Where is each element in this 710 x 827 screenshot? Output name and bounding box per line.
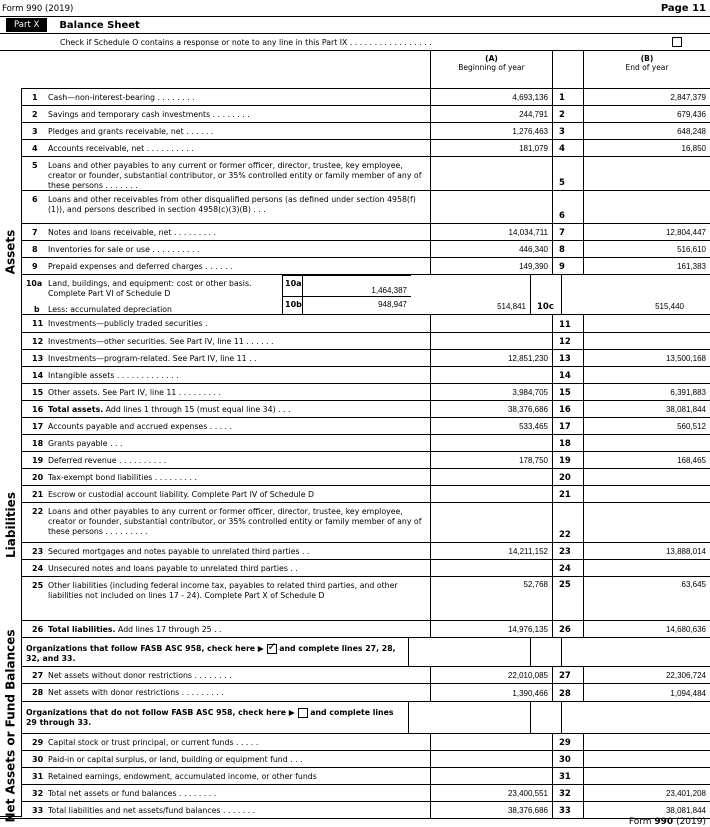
line-number: 6 bbox=[32, 195, 38, 204]
line-ref: 11 bbox=[552, 315, 583, 332]
line-ref: 13 bbox=[552, 350, 583, 366]
form-name: Form 990 (2019) bbox=[2, 4, 74, 14]
table-row bbox=[0, 106, 710, 123]
end-of-year-value: 6,391,883 bbox=[583, 384, 710, 400]
line-number: 10a bbox=[26, 279, 43, 288]
end-of-year-value bbox=[583, 315, 710, 332]
beginning-of-year-value bbox=[430, 315, 552, 332]
beginning-of-year-value: 22,010,085 bbox=[430, 667, 552, 683]
line-ref: 7 bbox=[552, 224, 583, 240]
table-row bbox=[0, 734, 710, 751]
line-description: Accounts payable and accrued expenses . . . . . bbox=[48, 422, 233, 431]
line-number: 26 bbox=[32, 625, 44, 634]
line-number: 25 bbox=[32, 581, 44, 590]
line-ref: 8 bbox=[552, 241, 583, 257]
end-of-year-value bbox=[583, 734, 710, 750]
table-row bbox=[0, 702, 710, 734]
table-row bbox=[0, 543, 710, 560]
line-ref: 10c bbox=[530, 275, 561, 314]
table-row bbox=[0, 486, 710, 503]
beginning-of-year-value: 14,034,711 bbox=[430, 224, 552, 240]
line-description: Tax-exempt bond liabilities . . . . . . . . . bbox=[48, 473, 197, 482]
line-number: 18 bbox=[32, 439, 44, 448]
line-10b-box: 10b 948,947 bbox=[282, 296, 411, 315]
line-ref: 3 bbox=[552, 123, 583, 139]
beginning-of-year-value bbox=[430, 734, 552, 750]
end-of-year-value bbox=[583, 435, 710, 451]
beginning-of-year-value bbox=[430, 560, 552, 576]
beginning-of-year-value bbox=[430, 469, 552, 485]
line-description: Escrow or custodial account liability. Complete Part IV of Schedule D bbox=[48, 490, 314, 499]
beginning-of-year-value: 12,851,230 bbox=[430, 350, 552, 366]
part-heading bbox=[0, 17, 710, 34]
line-description: Pledges and grants receivable, net . . . . . . bbox=[48, 127, 214, 136]
end-of-year-value: 560,512 bbox=[583, 418, 710, 434]
line-ref: 26 bbox=[552, 621, 583, 637]
table-row bbox=[0, 224, 710, 241]
line-ref: 24 bbox=[552, 560, 583, 576]
line-number: b bbox=[34, 305, 40, 314]
line-number: 11 bbox=[32, 319, 44, 328]
end-of-year-value bbox=[583, 486, 710, 502]
table-row bbox=[0, 315, 710, 333]
line-description: Intangible assets . . . . . . . . . . . . . bbox=[48, 371, 179, 380]
line-ref: 5 bbox=[552, 157, 583, 190]
line-description: Inventories for sale or use . . . . . . . . . . bbox=[48, 245, 200, 254]
line-number: 5 bbox=[32, 161, 38, 170]
table-row bbox=[0, 123, 710, 140]
table-row bbox=[0, 802, 710, 819]
beginning-of-year-value bbox=[430, 367, 552, 383]
beginning-of-year-value: 3,984,705 bbox=[430, 384, 552, 400]
section-label-net-assets: Net Assets or Fund Balances bbox=[0, 635, 22, 817]
line-number: 4 bbox=[32, 144, 38, 153]
beginning-of-year-value: 446,340 bbox=[430, 241, 552, 257]
end-of-year-value: 679,436 bbox=[583, 106, 710, 122]
line-number: 27 bbox=[32, 671, 44, 680]
org-check-text: Organizations that do not follow FASB ASC 958, check here ▶ and complete lines 29 through 33. bbox=[26, 708, 394, 727]
end-of-year-value: 12,804,447 bbox=[583, 224, 710, 240]
beginning-of-year-value: 178,750 bbox=[430, 452, 552, 468]
line-description: Secured mortgages and notes payable to unrelated third parties . . bbox=[48, 547, 310, 556]
line-number: 23 bbox=[32, 547, 44, 556]
end-of-year-value: 38,081,844 bbox=[583, 401, 710, 417]
line-ref: 20 bbox=[552, 469, 583, 485]
table-row bbox=[0, 560, 710, 577]
table-row bbox=[0, 435, 710, 452]
line-number: 29 bbox=[32, 738, 44, 747]
end-of-year-value: 14,680,636 bbox=[583, 621, 710, 637]
line-number: 13 bbox=[32, 354, 44, 363]
end-of-year-value bbox=[583, 560, 710, 576]
beginning-of-year-value: 23,400,551 bbox=[430, 785, 552, 801]
beginning-of-year-value: 14,211,152 bbox=[430, 543, 552, 559]
line-ref: 33 bbox=[552, 802, 583, 818]
line-description: Net assets without donor restrictions . . . . . . . . bbox=[48, 671, 232, 680]
table-row bbox=[0, 503, 710, 543]
table-row bbox=[0, 577, 710, 621]
line-description: Grants payable . . . bbox=[48, 439, 123, 448]
beginning-of-year-value: 149,390 bbox=[430, 258, 552, 274]
line-description: Retained earnings, endowment, accumulated income, or other funds bbox=[48, 772, 317, 781]
end-of-year-value bbox=[561, 638, 688, 666]
line-ref: 4 bbox=[552, 140, 583, 156]
table-row bbox=[0, 384, 710, 401]
line-ref: 22 bbox=[552, 503, 583, 542]
line-description: Loans and other payables to any current or former officer, director, trustee, key employee, creator or founder, substantial contributor, or 35% controlled entity or family member of any of these persons . . . . . . . bbox=[48, 161, 422, 190]
end-of-year-value bbox=[583, 469, 710, 485]
beginning-of-year-value bbox=[408, 638, 530, 666]
part-tag: Part X bbox=[6, 18, 47, 32]
beginning-of-year-value bbox=[430, 157, 552, 190]
line-description: Net assets with donor restrictions . . . . . . . . . bbox=[48, 688, 224, 697]
line-ref: 23 bbox=[552, 543, 583, 559]
org-check-text: Organizations that follow FASB ASC 958, check here ▶ ✓ and complete lines 27, 28, 32, and 33. bbox=[0, 638, 408, 666]
end-of-year-value: 168,465 bbox=[583, 452, 710, 468]
line-description: Investments—other securities. See Part IV, line 11 . . . . . . bbox=[48, 337, 274, 346]
line-number: 33 bbox=[32, 806, 44, 815]
table-row bbox=[0, 191, 710, 224]
table-row bbox=[0, 258, 710, 275]
section-label-assets: Assets bbox=[0, 88, 22, 416]
page-number: Page 11 bbox=[660, 3, 706, 14]
end-of-year-value: 22,306,724 bbox=[583, 667, 710, 683]
table-row bbox=[0, 89, 710, 106]
line-description: Loans and other payables to any current or former officer, director, trustee, key employee, creator or founder, substantial contributor, or 35% controlled entity or family member of any of these persons . . . . . . . . . bbox=[48, 507, 422, 536]
line-ref: 29 bbox=[552, 734, 583, 750]
end-of-year-value: 13,888,014 bbox=[583, 543, 710, 559]
line-description: Total liabilities and net assets/fund balances . . . . . . . bbox=[48, 806, 256, 815]
table-row bbox=[0, 621, 710, 638]
line-description: Investments—program-related. See Part IV, line 11 . . bbox=[48, 354, 257, 363]
column-headers bbox=[0, 51, 710, 89]
line-description: Other liabilities (including federal income tax, payables to related third parties, and other liabilities not included on lines 17 - 24). Complete Part X of Schedule D bbox=[48, 581, 398, 600]
end-of-year-value bbox=[583, 503, 710, 542]
line-number: 2 bbox=[32, 110, 38, 119]
page-footer: Form 990 (2019) bbox=[628, 817, 706, 827]
beginning-of-year-value bbox=[430, 768, 552, 784]
line-ref: 25 bbox=[552, 577, 583, 620]
beginning-of-year-value: 244,791 bbox=[430, 106, 552, 122]
line-ref: 28 bbox=[552, 684, 583, 701]
line-description: Land, buildings, and equipment: cost or other basis. Complete Part VI of Schedule D bbox=[48, 279, 252, 298]
line-number: 30 bbox=[32, 755, 44, 764]
part-title: Balance Sheet bbox=[59, 19, 140, 31]
table-row bbox=[0, 333, 710, 350]
column-a-header: (A) Beginning of year bbox=[430, 51, 552, 88]
line-description: Loans and other receivables from other disqualified persons (as defined under section 4958(f)(1)), and persons described in section 4958(c)(3)(B) . . . bbox=[48, 195, 416, 214]
beginning-of-year-value: 38,376,686 bbox=[430, 401, 552, 417]
page-header bbox=[0, 0, 710, 17]
line-number: 14 bbox=[32, 371, 44, 380]
line-10b-value: 948,947 bbox=[378, 300, 407, 309]
line-ref: 9 bbox=[552, 258, 583, 274]
line-ref: 12 bbox=[552, 333, 583, 349]
line-number: 21 bbox=[32, 490, 44, 499]
table-row bbox=[0, 401, 710, 418]
line-number: 32 bbox=[32, 789, 44, 798]
beginning-of-year-value: 1,390,466 bbox=[430, 684, 552, 701]
line-description: Total assets. Add lines 1 through 15 (must equal line 34) . . . bbox=[48, 405, 291, 414]
end-of-year-value bbox=[561, 702, 688, 733]
schedule-o-check-row bbox=[0, 34, 710, 51]
end-of-year-value: 63,645 bbox=[583, 577, 710, 620]
end-of-year-value: 648,248 bbox=[583, 123, 710, 139]
table-row bbox=[0, 157, 710, 191]
table-row bbox=[0, 684, 710, 702]
line-number: 9 bbox=[32, 262, 38, 271]
line-description: Capital stock or trust principal, or current funds . . . . . bbox=[48, 738, 259, 747]
end-of-year-value bbox=[583, 768, 710, 784]
line-number: 3 bbox=[32, 127, 38, 136]
line-ref: 27 bbox=[552, 667, 583, 683]
beginning-of-year-value: 514,841 bbox=[408, 275, 530, 314]
line-description: Prepaid expenses and deferred charges . . . . . . bbox=[48, 262, 233, 271]
line-number: 12 bbox=[32, 337, 44, 346]
line-ref: 19 bbox=[552, 452, 583, 468]
beginning-of-year-value: 181,079 bbox=[430, 140, 552, 156]
table-row bbox=[0, 469, 710, 486]
beginning-of-year-value bbox=[430, 503, 552, 542]
beginning-of-year-value bbox=[430, 751, 552, 767]
end-of-year-value: 516,610 bbox=[583, 241, 710, 257]
line-number: 31 bbox=[32, 772, 44, 781]
end-of-year-value: 16,850 bbox=[583, 140, 710, 156]
beginning-of-year-value bbox=[430, 333, 552, 349]
table-row bbox=[0, 275, 710, 315]
end-of-year-value: 161,383 bbox=[583, 258, 710, 274]
end-of-year-value bbox=[583, 191, 710, 223]
line-number: 7 bbox=[32, 228, 38, 237]
line-description: Other assets. See Part IV, line 11 . . . . . . . . . bbox=[48, 388, 221, 397]
line-description: Deferred revenue . . . . . . . . . . bbox=[48, 456, 167, 465]
line-number: 24 bbox=[32, 564, 44, 573]
schedule-o-text: Check if Schedule O contains a response or note to any line in this Part IX . . . . . . . . . . . . . . . . . bbox=[60, 37, 432, 47]
beginning-of-year-value: 1,276,463 bbox=[430, 123, 552, 139]
line-ref bbox=[530, 638, 561, 666]
fasb-checkbox[interactable] bbox=[298, 708, 308, 718]
line-ref: 32 bbox=[552, 785, 583, 801]
table-row bbox=[0, 367, 710, 384]
line-number: 17 bbox=[32, 422, 44, 431]
line-number: 20 bbox=[32, 473, 44, 482]
beginning-of-year-value: 14,976,135 bbox=[430, 621, 552, 637]
line-description: Total net assets or fund balances . . . . . . . . bbox=[48, 789, 217, 798]
line-number: 1 bbox=[32, 93, 38, 102]
line-number: 28 bbox=[32, 688, 44, 697]
table-row bbox=[0, 452, 710, 469]
table-row bbox=[0, 418, 710, 435]
line-description: Savings and temporary cash investments . . . . . . . . bbox=[48, 110, 250, 119]
beginning-of-year-value bbox=[430, 486, 552, 502]
table-row bbox=[0, 785, 710, 802]
line-ref: 31 bbox=[552, 768, 583, 784]
table-row bbox=[0, 638, 710, 667]
beginning-of-year-value: 52,768 bbox=[430, 577, 552, 620]
line-ref: 14 bbox=[552, 367, 583, 383]
beginning-of-year-value bbox=[430, 435, 552, 451]
line-description: Accounts receivable, net . . . . . . . . . . bbox=[48, 144, 194, 153]
table-row bbox=[0, 751, 710, 768]
line-ref: 17 bbox=[552, 418, 583, 434]
line-ref: 1 bbox=[552, 89, 583, 105]
table-row bbox=[0, 667, 710, 684]
table-row bbox=[0, 350, 710, 367]
line-ref: 2 bbox=[552, 106, 583, 122]
end-of-year-value bbox=[583, 751, 710, 767]
end-of-year-value: 1,094,484 bbox=[583, 684, 710, 701]
line-number: 22 bbox=[32, 507, 44, 516]
beginning-of-year-value bbox=[408, 702, 530, 733]
end-of-year-value bbox=[583, 157, 710, 190]
end-of-year-value: 2,847,379 bbox=[583, 89, 710, 105]
line-ref: 16 bbox=[552, 401, 583, 417]
table-row bbox=[0, 241, 710, 258]
line-description: Unsecured notes and loans payable to unrelated third parties . . bbox=[48, 564, 298, 573]
end-of-year-value: 23,401,208 bbox=[583, 785, 710, 801]
line-description: Paid-in or capital surplus, or land, building or equipment fund . . . bbox=[48, 755, 303, 764]
line-number: 19 bbox=[32, 456, 44, 465]
fasb-checkbox[interactable] bbox=[267, 644, 277, 654]
line-ref: 30 bbox=[552, 751, 583, 767]
beginning-of-year-value: 4,693,136 bbox=[430, 89, 552, 105]
schedule-o-checkbox[interactable] bbox=[672, 37, 682, 47]
line-description: Total liabilities. Add lines 17 through 25 . . bbox=[48, 625, 222, 634]
table-row bbox=[0, 768, 710, 785]
line-ref: 6 bbox=[552, 191, 583, 223]
end-of-year-value: 515,440 bbox=[561, 275, 688, 314]
end-of-year-value bbox=[583, 333, 710, 349]
balance-sheet-rows bbox=[0, 89, 710, 819]
line-ref: 15 bbox=[552, 384, 583, 400]
line-ref: 21 bbox=[552, 486, 583, 502]
column-b-header: (B) End of year bbox=[583, 51, 710, 88]
beginning-of-year-value: 533,465 bbox=[430, 418, 552, 434]
line-description: Investments—publicly traded securities . bbox=[48, 319, 208, 328]
end-of-year-value: 13,500,168 bbox=[583, 350, 710, 366]
beginning-of-year-value bbox=[430, 191, 552, 223]
end-of-year-value bbox=[583, 367, 710, 383]
section-label-liabilities: Liabilities bbox=[0, 415, 22, 636]
line-description: Notes and loans receivable, net . . . . . . . . . bbox=[48, 228, 217, 237]
line-10a-value: 1,464,387 bbox=[371, 286, 407, 295]
line-10a-box: 10a 1,464,387 bbox=[282, 275, 411, 297]
line-ref: 18 bbox=[552, 435, 583, 451]
line-number: 8 bbox=[32, 245, 38, 254]
line-description: Less: accumulated depreciation bbox=[48, 305, 172, 314]
line-number: 16 bbox=[32, 405, 44, 414]
table-row bbox=[0, 140, 710, 157]
beginning-of-year-value: 38,376,686 bbox=[430, 802, 552, 818]
end-of-year-value: 38,081,844 bbox=[583, 802, 710, 818]
line-ref bbox=[530, 702, 561, 733]
line-description: Cash—non-interest-bearing . . . . . . . . bbox=[48, 93, 195, 102]
line-number: 15 bbox=[32, 388, 44, 397]
